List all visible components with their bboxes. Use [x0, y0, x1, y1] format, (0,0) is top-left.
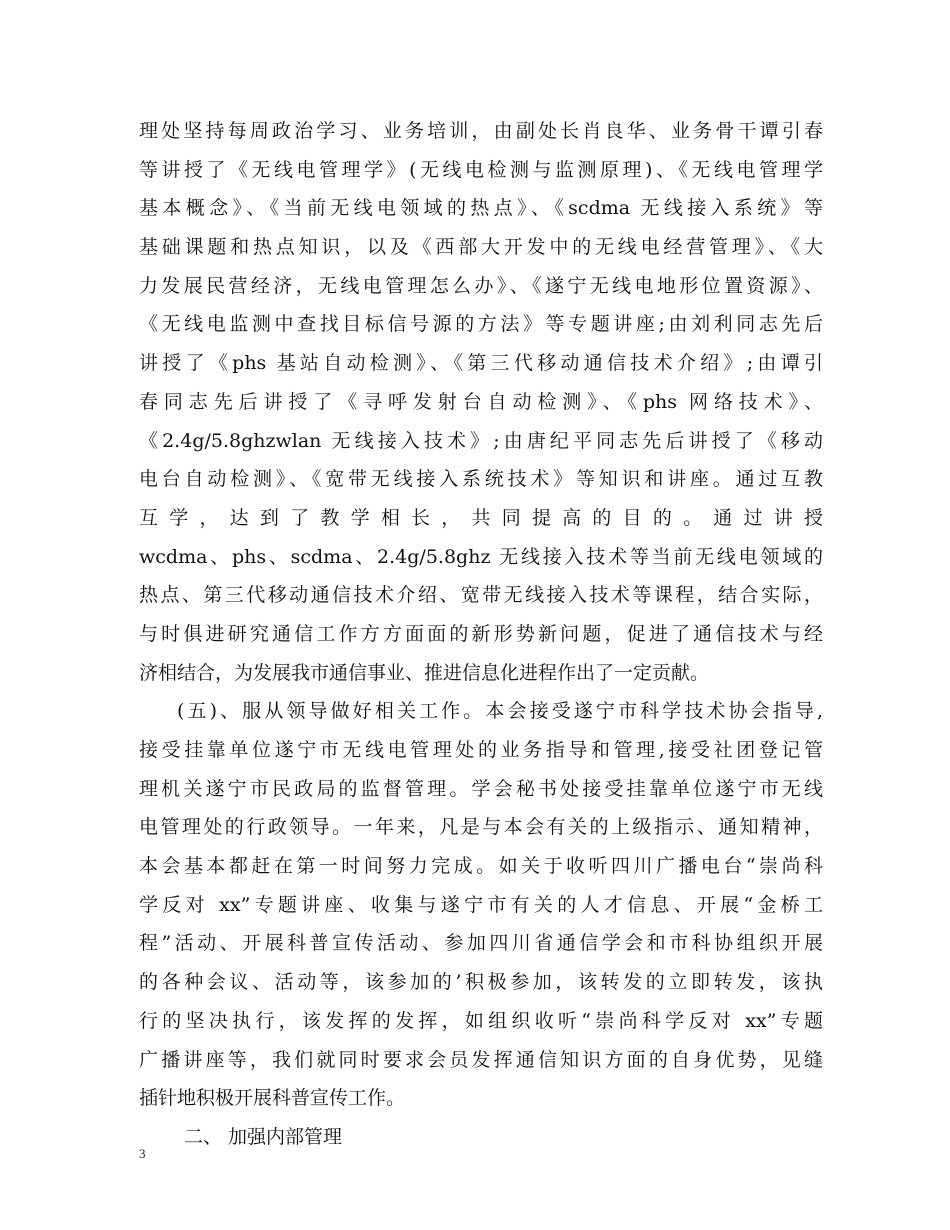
- text-line: wcdma、phs、scdma、2.4g/5.8ghz 无线接入技术等当前无线电领域的: [139, 545, 823, 568]
- section-heading: 二、 加强内部管理: [184, 1125, 343, 1148]
- text-line: 理机关遂宁市民政局的监督管理。学会秘书处接受挂靠单位遂宁市无线: [139, 777, 823, 800]
- text-line: 电台自动检测》、《宽带无线接入系统技术》等知识和讲座。通过互教: [139, 468, 823, 491]
- text-line: 等讲授了《无线电管理学》(无线电检测与监测原理)、《无线电管理学: [139, 158, 823, 181]
- text-line: (五)、服从领导做好相关工作。本会接受遂宁市科学技术协会指导,: [177, 700, 823, 723]
- body-text: [139, 112, 823, 1157]
- text-line: 基本概念》、《当前无线电领域的热点》、《scdma 无线接入系统》等: [139, 197, 823, 220]
- text-line: 插针地积极开展科普宣传工作。: [139, 1087, 406, 1110]
- text-line: 广播讲座等，我们就同时要求会员发挥通信知识方面的自身优势，见缝: [139, 1048, 823, 1071]
- text-line: 与时俱进研究通信工作方方面面的新形势新问题，促进了通信技术与经: [139, 622, 823, 645]
- page-number: 3: [139, 1146, 146, 1161]
- paragraph-2: [139, 692, 823, 1118]
- text-line: 本会基本都赶在第一时间努力完成。如关于收听四川广播电台“崇尚科: [139, 855, 823, 878]
- text-line: 讲授了《phs 基站自动检测》、《第三代移动通信技术介绍》;由谭引: [139, 352, 823, 375]
- text-line: 互学，达到了教学相长，共同提高的目的。通过讲授: [139, 506, 823, 529]
- text-line: 理处坚持每周政治学习、业务培训，由副处长肖良华、业务骨干谭引春: [139, 120, 823, 142]
- paragraph-1: [139, 112, 823, 692]
- text-line: 热点、第三代移动通信技术介绍、宽带无线接入技术等课程，结合实际，: [139, 584, 823, 607]
- text-line: 春同志先后讲授了《寻呼发射台自动检测》、《phs 网络技术》、: [139, 390, 823, 413]
- text-line: 学反对 xx”专题讲座、收集与遂宁市有关的人才信息、开展“金桥工: [139, 893, 823, 916]
- text-line: 《无线电监测中查找目标信号源的方法》等专题讲座;由刘利同志先后: [139, 313, 823, 336]
- text-line: 接受挂靠单位遂宁市无线电管理处的业务指导和管理,接受社团登记管: [139, 739, 823, 761]
- text-line: 的各种会议、活动等，该参加的’积极参加，该转发的立即转发，该执: [139, 971, 823, 994]
- text-line: 电管理处的行政领导。一年来，凡是与本会有关的上级指示、通知精神，: [139, 816, 823, 839]
- text-line: 力发展民营经济，无线电管理怎么办》、《遂宁无线电地形位置资源》、: [139, 274, 823, 297]
- text-line: 济相结合，为发展我市通信事业、推进信息化进程作出了一定贡献。: [139, 661, 710, 684]
- text-line: 行的坚决执行，该发挥的发挥，如组织收听“崇尚科学反对 xx”专题: [139, 1009, 823, 1032]
- text-line: 基础课题和热点知识，以及《西部大开发中的无线电经营管理》、《大: [139, 236, 823, 259]
- text-line: 程”活动、开展科普宣传活动、参加四川省通信学会和市科协组织开展: [139, 932, 823, 955]
- text-line: 《2.4g/5.8ghzwlan 无线接入技术》;由唐纪平同志先后讲授了《移动: [139, 429, 823, 452]
